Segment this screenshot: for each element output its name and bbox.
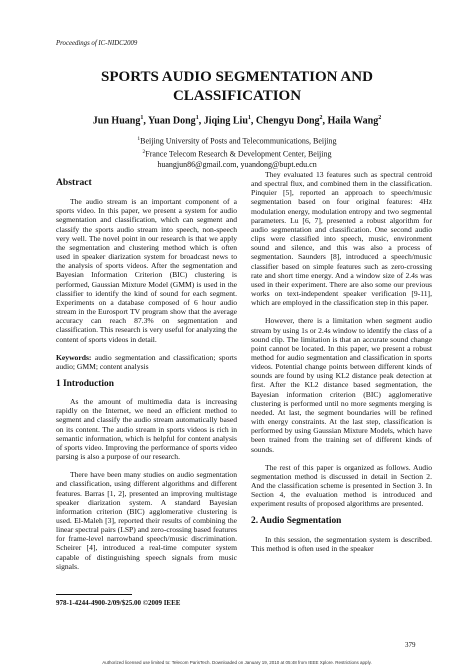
section2-paragraph-1: In this session, the segmentation system is described. This method is often used in the speaker <box>251 534 432 553</box>
author-name: Chengyu Dong <box>255 115 320 127</box>
title-line-1: SPORTS AUDIO SEGMENTATION AND <box>101 69 373 85</box>
footer-divider <box>56 594 132 595</box>
author-emails: huangjun86@gmail.com, yuandong@bupt.edu.cn <box>157 160 317 170</box>
body-paragraph-1: They evaluated 13 features such as spectral centroid and spectral flux, and combined them in the classification. Pinquier [5], reported an approach to speech/music segmentation based on four original features: 4Hz modulation energy, modulation entropy and two segmental parameters. Lu [6, 7], presented a robust algorithm for audio segmentation and classification. One second audio clips were classified into speech, music, environment sound and silence, and this was also a process of segmentation. Saunders [8], introduced a speech/music classifier based on simple features such as zero-crossing rate and short time energy. And a window size of 2.4s was used in their experiment. There are also some our previous works on text-independent speaker verification [9-11], which are employed in the classification step in this paper. <box>251 170 432 308</box>
intro-paragraph-2: There have been many studies on audio segmentation and classification, using different algorithms and different features. Barras [1, 2], presented an improving multistage speaker diarization system. A standard Bayesian information criterion (BIC) agglomerative clustering is used. El-Maleh [3], reported their results of combining the linear spectral pairs (LSP) and zero-crossing based features for frame-level narrowband speech/music discrimination. Scheirer [4], introduced a real-time computer system capable of distinguishing speech signals from music signals. <box>56 470 237 571</box>
right-column <box>251 170 432 562</box>
author-affil-mark: 1 <box>247 115 251 121</box>
paper-title <box>40 68 434 106</box>
author-affil-mark: 2 <box>319 115 323 121</box>
keywords-paragraph <box>56 353 237 371</box>
title-line-2: CLASSIFICATION <box>172 88 302 104</box>
section-heading-audio-segmentation: 2. Audio Segmentation <box>251 516 342 527</box>
page-number: 379 <box>405 641 416 649</box>
author-name: Yuan Dong <box>147 115 196 127</box>
body-paragraph-3: The rest of this paper is organized as follows. Audio segmentation method is discussed in detail in Section 2. And the classification scheme is presented in Section 3. In Section 4, the evaluation method is introduced and experiment results of proposed algorithms are presented. <box>251 462 432 509</box>
section-heading-introduction: 1 Introduction <box>56 378 114 389</box>
affiliation-mark: 1 <box>137 136 141 142</box>
affiliation-text: Beijing University of Posts and Telecommunications, Beijing <box>140 136 337 146</box>
license-notice: Authorized licensed use limited to: Telecom ParisTech. Downloaded on January 19, 2010 at 05:48 from IEEE Xplore. Restrictions apply. <box>102 660 372 665</box>
author-name: Jiqing Liu <box>203 115 248 127</box>
affiliation-line <box>40 134 434 147</box>
author-name: Jun Huang <box>92 115 141 127</box>
author-affil-mark: 2 <box>378 115 382 121</box>
intro-paragraph-1: As the amount of multimedia data is increasing rapidly on the Internet, we need an efficient method to segment and classify the audio stream automatically based on its content. The audio stream in sports videos is rich in semantic information, which is helpful for content analysis of sports video. Improving the performance of sports video parsing is also a purpose of our research. <box>56 397 237 462</box>
footer-isbn: 978-1-4244-4900-2/09/$25.00 ©2009 IEEE <box>56 599 181 607</box>
left-column <box>56 170 237 580</box>
abstract-text: The audio stream is an important component of a sports video. In this paper, we present a system for audio segmentation and classification, which can segment and classify the sports audio stream into speech, non-speech very well. The novel point in our research is that we apply the segmentation and clustering method which is often used in speaker diarization system for broadcast news to the analysis of sports videos. After the segmentation and Bayesian Information Criterion (BIC) clustering is performed, Gaussian Mixture Model (GMM) is used in the classifier to identify the kind of sound for each segment. Experiments on a database composed of 6 hour audio stream in the Eurosport TV program show that the average accuracy can reach 87.3% on segmentation and classification. This research is very useful for analyzing the content of sports videos in detail. <box>56 197 237 344</box>
author-affil-mark: 1 <box>140 115 144 121</box>
affiliation-text: France Telecom Research & Development Center, Beijing <box>145 149 332 159</box>
abstract-heading: Abstract <box>56 177 92 188</box>
author-affil-mark: 1 <box>195 115 199 121</box>
keywords-text: audio segmentation and classification; sports audio; GMM; content analysis <box>56 352 237 371</box>
affiliation-block <box>40 134 434 171</box>
keywords-label: Keywords: <box>56 352 92 362</box>
body-paragraph-2: However, there is a limitation when segment audio stream by using 1s or 2.4s window to identify the class of a sound clip. The limitation is that an accurate sound change point cannot be located. In this paper, we present a robust method for audio segmentation and classification in sports videos. Potential change points between different kinds of sounds are found by using KL2 distance peak detection at first. After the KL2 distance based segmentation, the Bayesian information criterion (BIC) agglomerative clustering is performed until no more segments merging is needed. At last, the segment boundaries will be refined with energy constraints. At the last step, classification is performed by using Gaussian Mixture Models, which have been trained from the training set of different kinds of sounds. <box>251 316 432 454</box>
proceedings-header: Proceedings of IC-NIDC2009 <box>56 40 138 47</box>
author-list: Jun Huang$^1$, Yuan Dong$^1$, Jiqing Liu$^1$, Chengyu Dong$^2$, Haila Wang$^2$ <box>92 115 382 127</box>
author-name: Haila Wang <box>327 115 379 127</box>
affiliation-line <box>40 147 434 160</box>
affiliation-mark: 2 <box>142 149 146 156</box>
